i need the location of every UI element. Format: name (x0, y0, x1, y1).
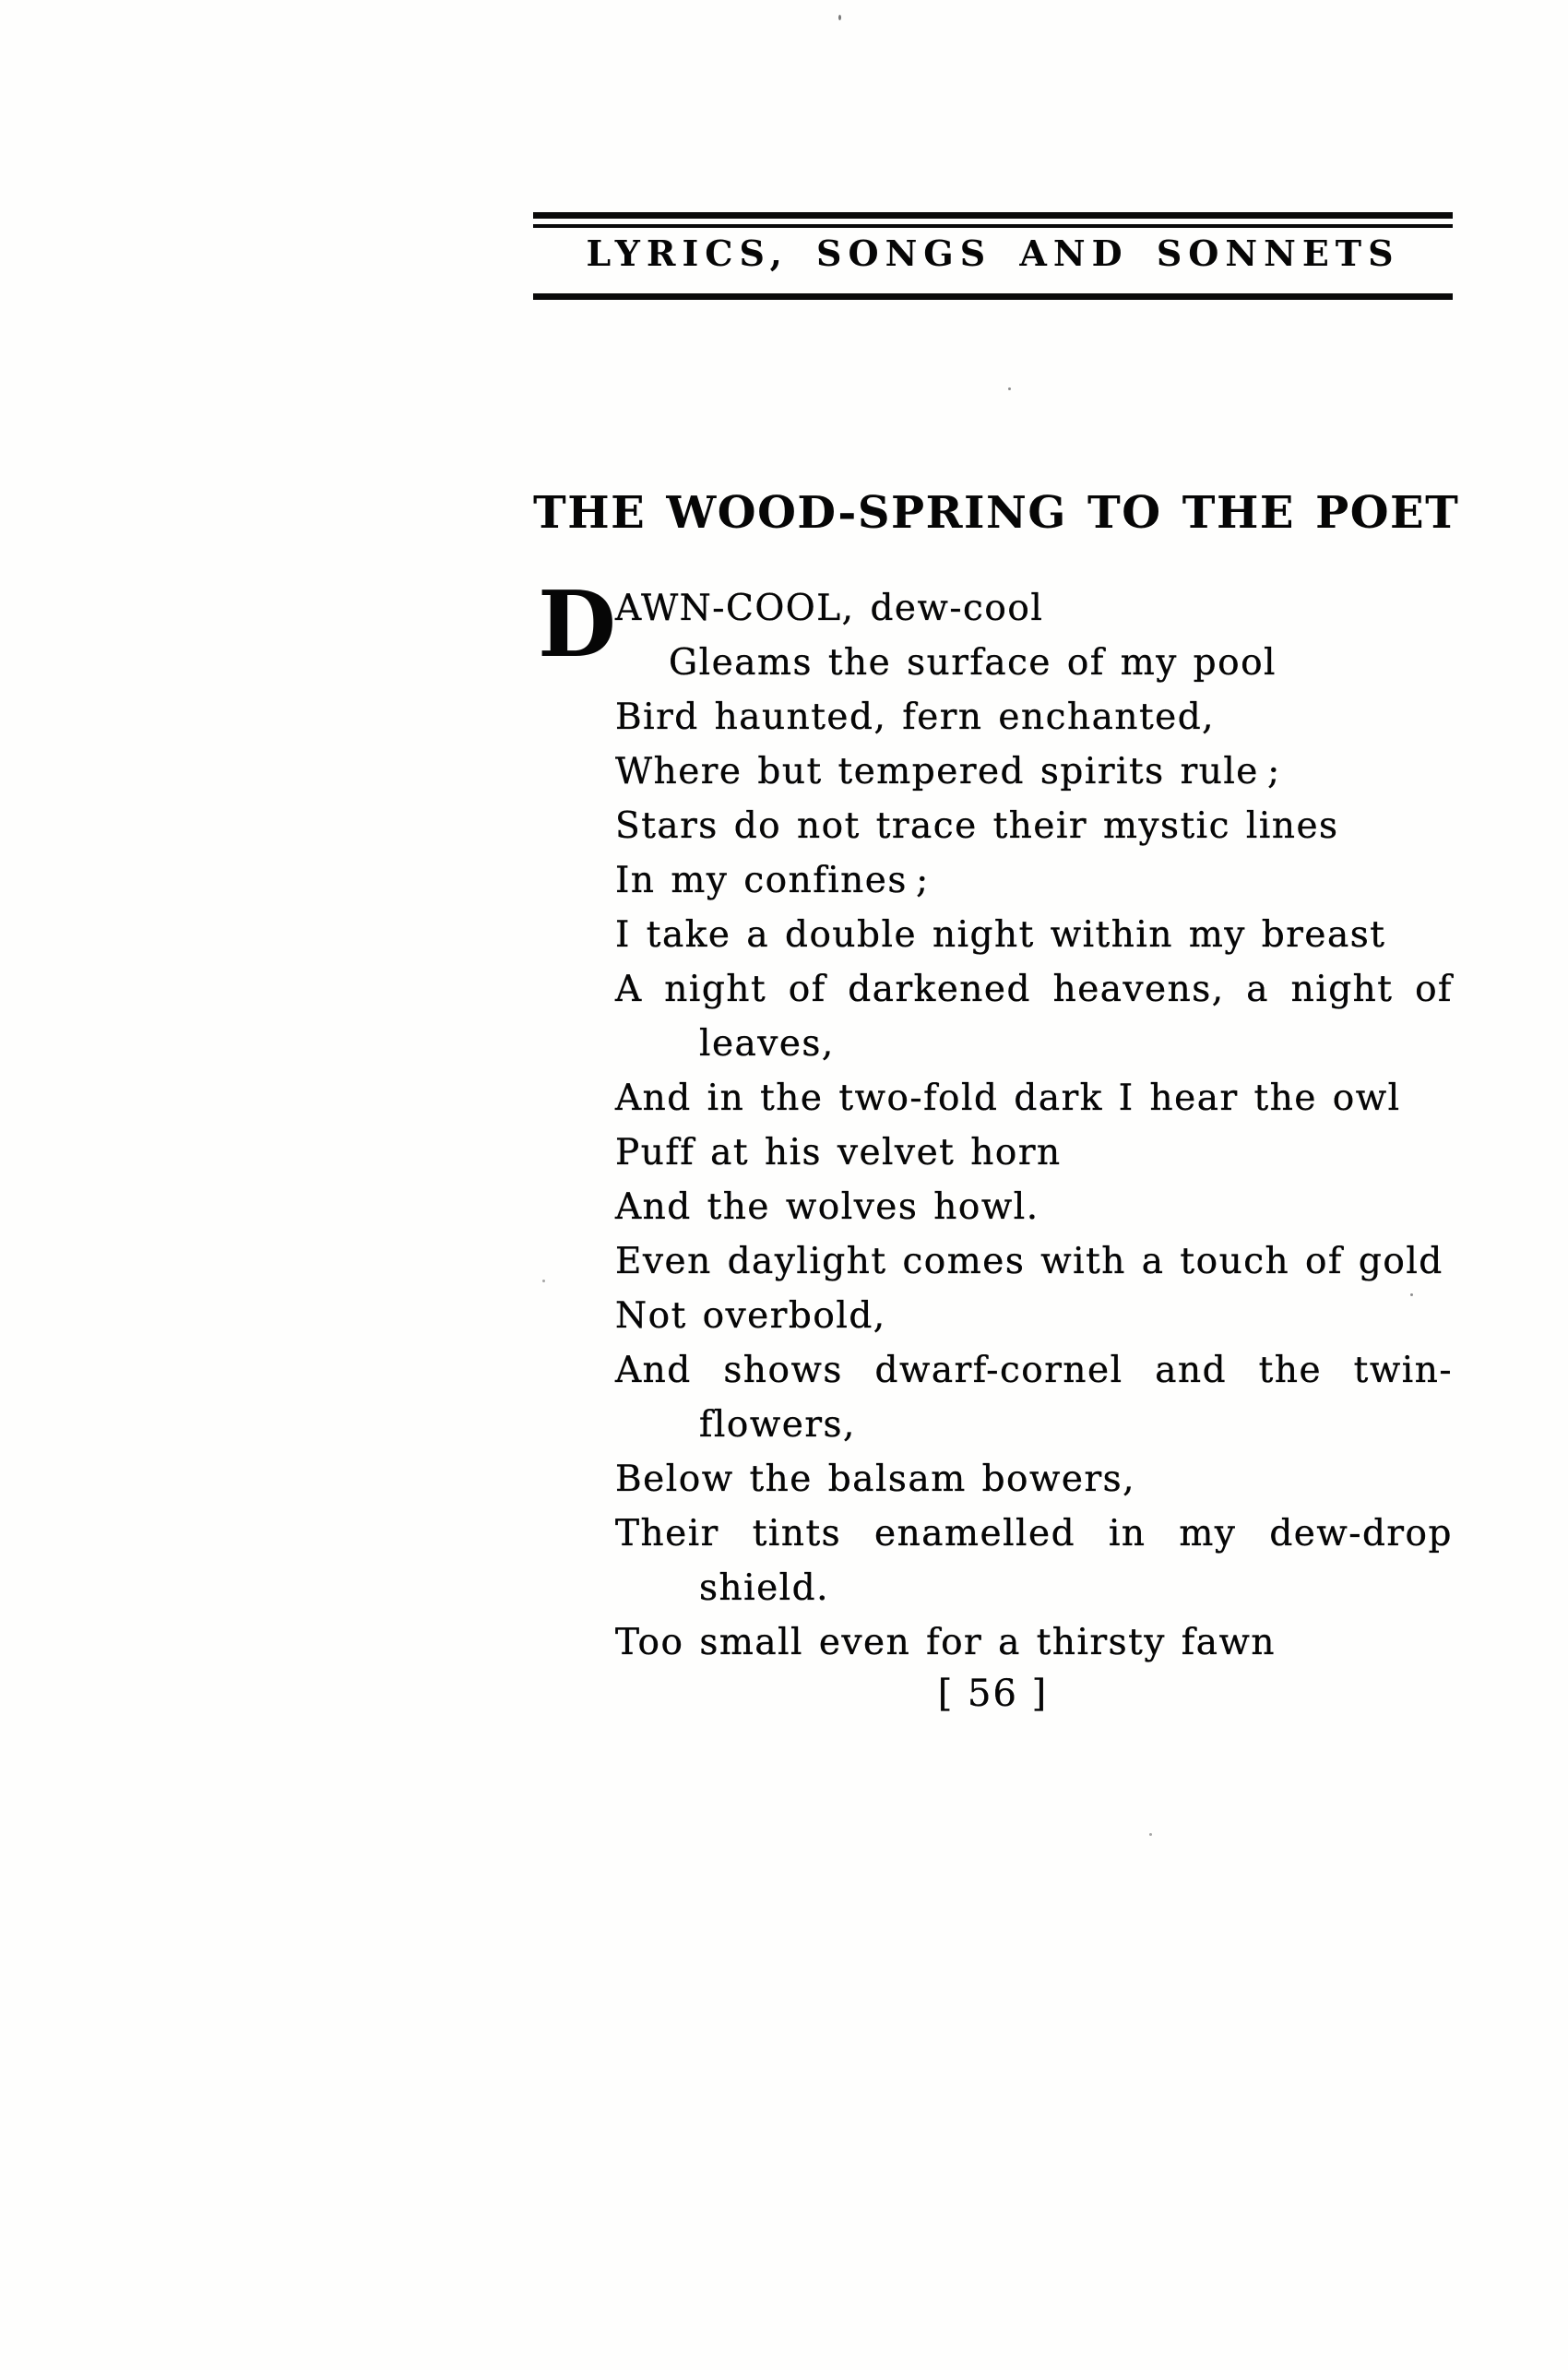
poem-line: leaves, (699, 1023, 835, 1065)
page-number: [ 56 ] (937, 1673, 1049, 1715)
poem-line: In my confines ; (615, 860, 930, 901)
scan-speck (838, 15, 841, 20)
poem-line: Too small even for a thirsty fawn (615, 1622, 1276, 1663)
poem-line: Where but tempered spirits rule ; (615, 751, 1281, 792)
rule-below-head (533, 293, 1453, 300)
poem-line: A night of darkened heavens, a night of (615, 969, 1453, 1010)
scan-speck (1410, 1293, 1413, 1296)
poem-line: I take a double night within my breast (615, 914, 1386, 956)
running-head-title: LYRICS, SONGS AND SONNETS (586, 232, 1400, 274)
poem-line: And shows dwarf-cornel and the twin- (615, 1350, 1453, 1391)
poem-line: Their tints enamelled in my dew-drop (615, 1513, 1453, 1554)
poem-title: THE WOOD-SPRING TO THE POET (533, 487, 1460, 539)
poem-line: flowers, (699, 1404, 856, 1446)
scan-speck (1008, 387, 1011, 390)
poem-line: Puff at his velvet horn (615, 1132, 1062, 1173)
double-rule-top-thick (533, 212, 1453, 219)
poem-line: Stars do not trace their mystic lines (615, 805, 1339, 847)
poem-line: Not overbold, (615, 1295, 886, 1337)
poem-line: Gleams the surface of my pool (669, 642, 1277, 684)
poem-line: Bird haunted, fern enchanted, (615, 697, 1216, 738)
double-rule-top-thin (533, 224, 1453, 228)
drop-cap-letter: D (538, 572, 616, 678)
scan-speck (1149, 1833, 1152, 1836)
poem-line: shield. (699, 1567, 830, 1609)
poem-line: AWN-COOL, dew-cool (615, 588, 1044, 629)
poem-line: Even daylight comes with a touch of gold (615, 1241, 1443, 1282)
poem-line: Below the balsam bowers, (615, 1459, 1136, 1500)
poem-body (538, 572, 1453, 1670)
poem-line: And the wolves howl. (615, 1186, 1039, 1228)
scan-speck (542, 1280, 545, 1282)
poem-line: And in the two-fold dark I hear the owl (615, 1078, 1401, 1119)
